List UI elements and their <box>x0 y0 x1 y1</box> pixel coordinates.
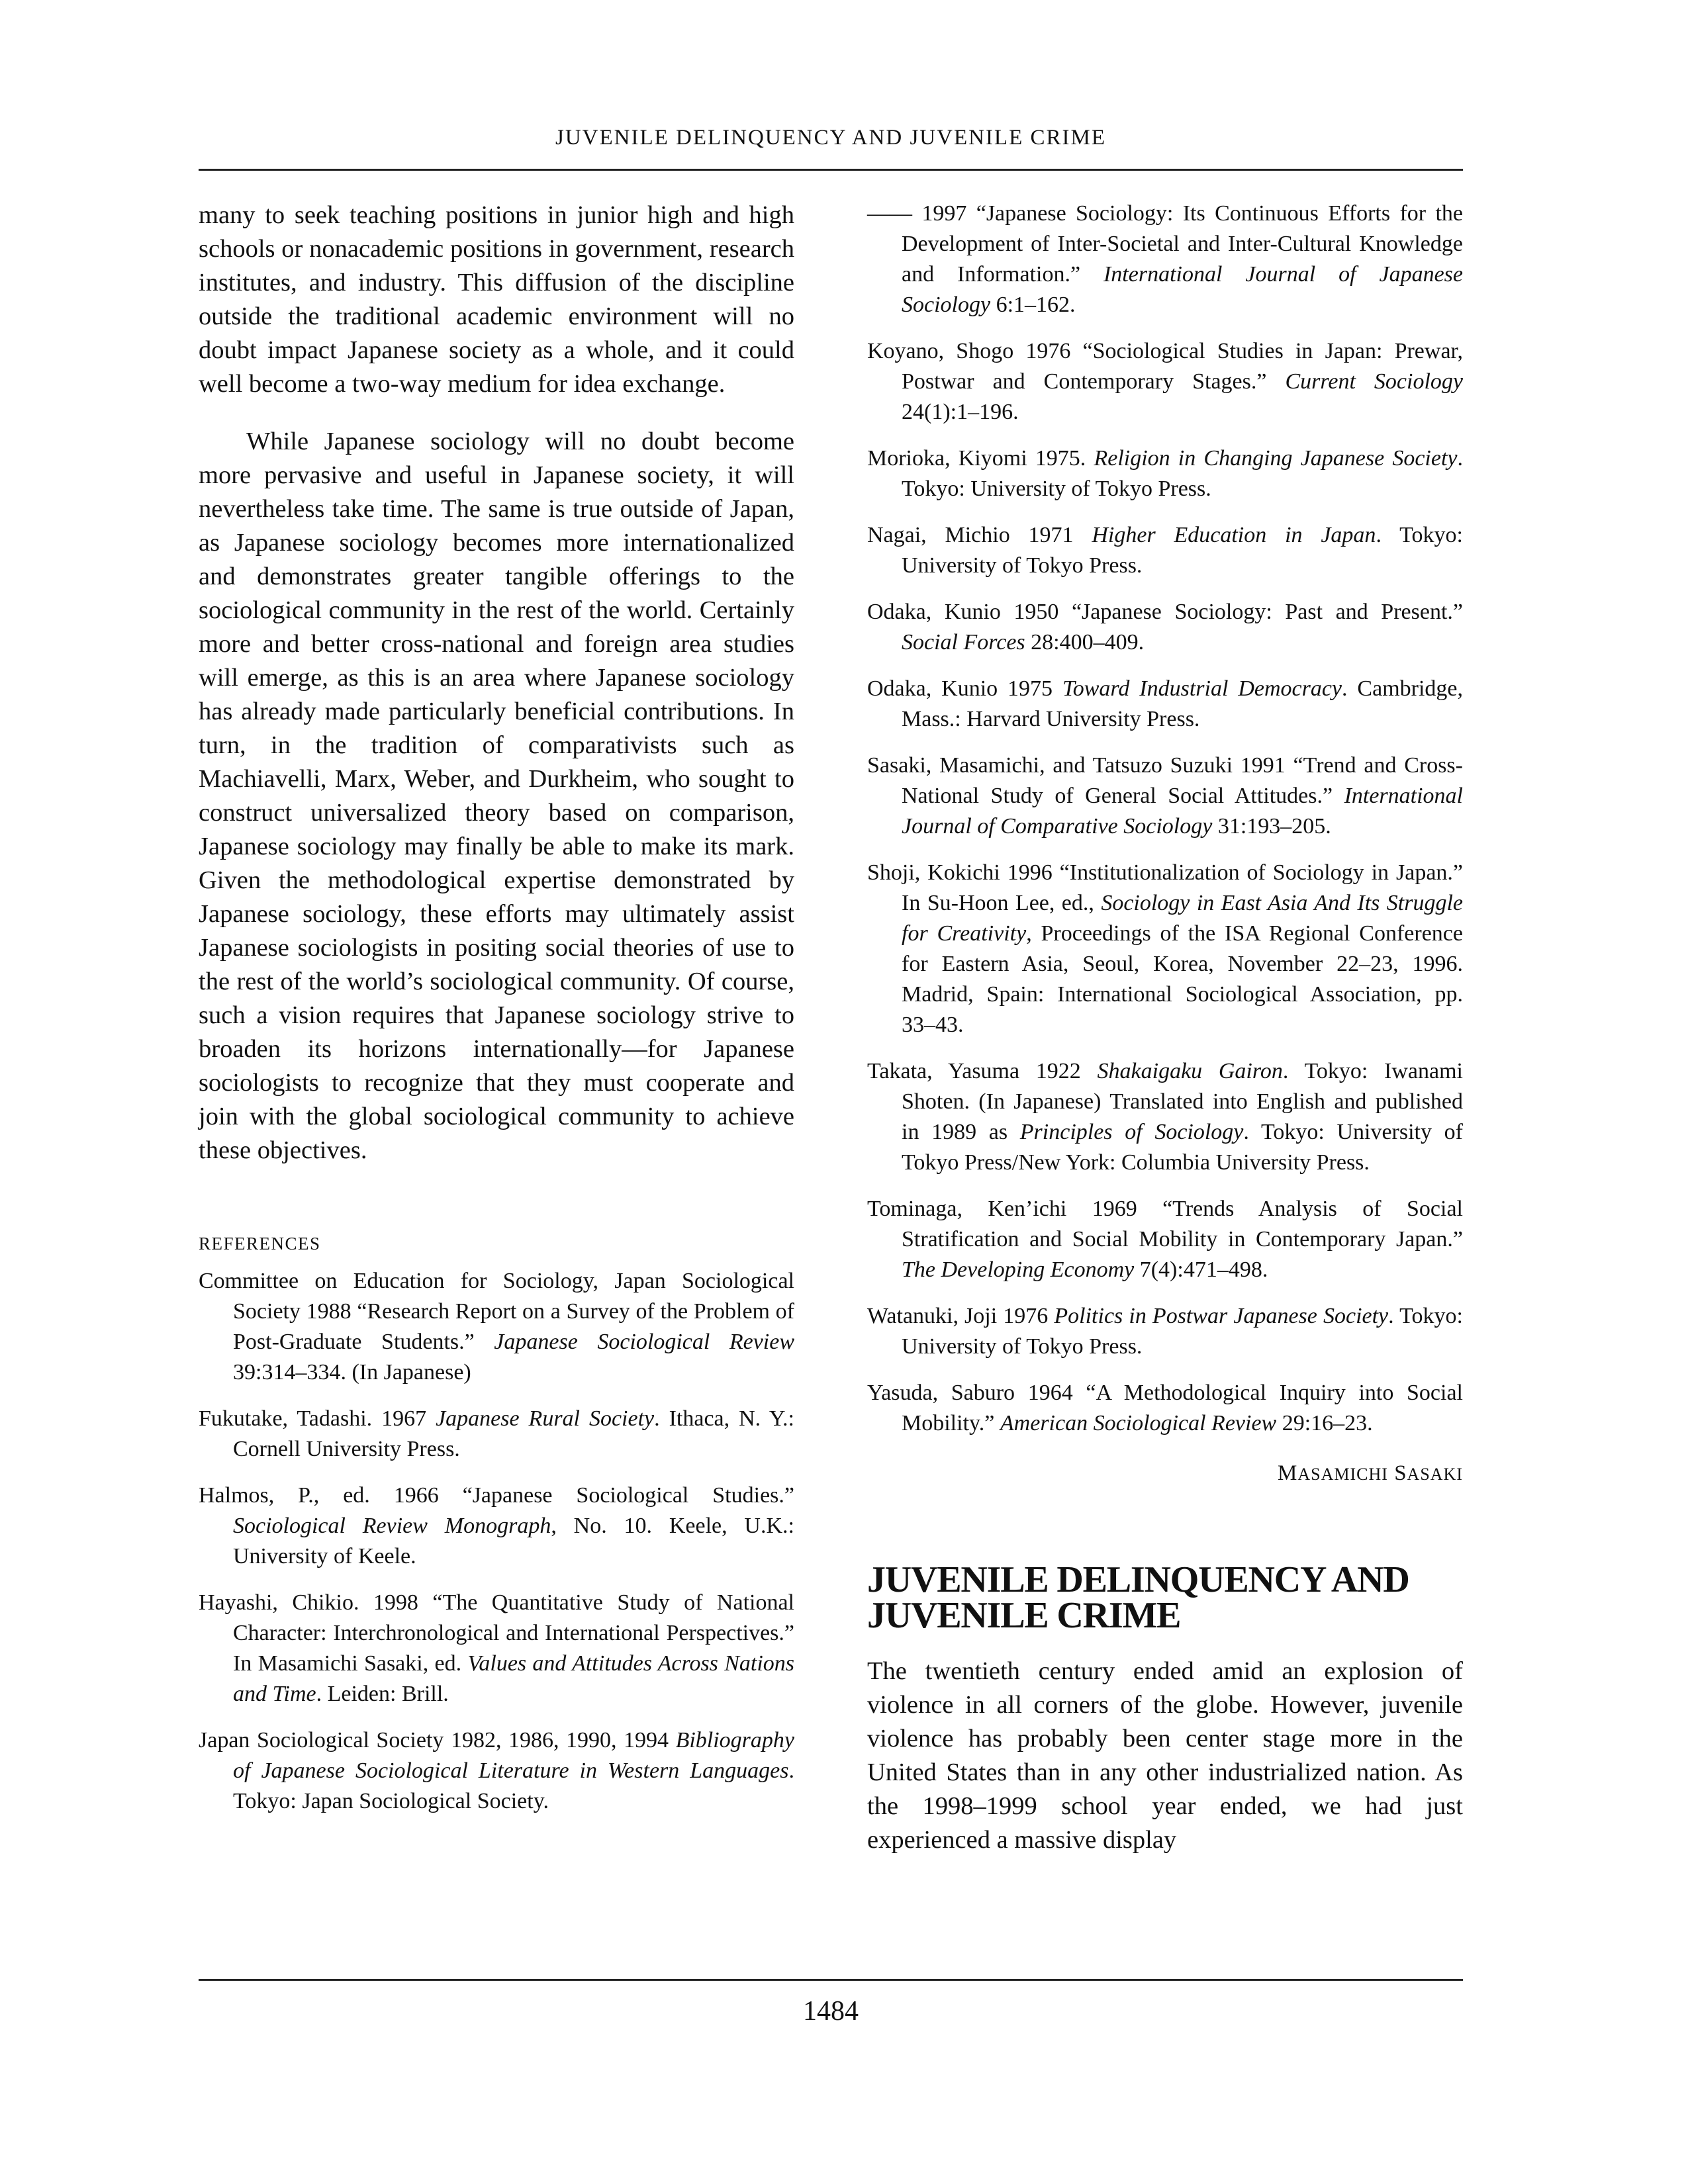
reference-entry: Watanuki, Joji 1976 Politics in Postwar Japanese Society. Tokyo: University of Tokyo Press. <box>867 1304 1463 1359</box>
reference-entry: Committee on Education for Sociology, Japan Sociological Society 1988 “Research Report on a Survey of the Problem of Post-Graduate Students.” Japanese Sociological Review 39:314–334. (In Japanese) <box>199 1269 795 1385</box>
running-head: JUVENILE DELINQUENCY AND JUVENILE CRIME <box>555 126 1107 150</box>
entry-title-line-2: JUVENILE CRIME <box>867 1595 1181 1636</box>
reference-entry: —— 1997 “Japanese Sociology: Its Continuous Efforts for the Development of Inter-Societal and Inter-Cultural Knowledge and Information.” International Journal of Japanese Sociology 6:1–162. <box>867 201 1463 317</box>
reference-entry: Shoji, Kokichi 1996 “Institutionalization of Sociology in Japan.” In Su-Hoon Lee, ed., Sociology in East Asia And Its Struggle for Creativity, Proceedings of the ISA Regional Conference for Eastern Asia, Seoul, Korea, November 22–23, 1996. Madrid, Spain: International Sociological Association, pp. 33–43. <box>867 860 1463 1037</box>
author-signature: MASAMICHI SASAKI <box>1278 1461 1463 1485</box>
reference-entry: Sasaki, Masamichi, and Tatsuzo Suzuki 1991 “Trend and Cross-National Study of General Social Attitudes.” International Journal of Comparative Sociology 31:193–205. <box>867 753 1463 839</box>
reference-entry: Halmos, P., ed. 1966 “Japanese Sociological Studies.” Sociological Review Monograph, No. 10. Keele, U.K.: University of Keele. <box>199 1483 794 1569</box>
reference-entry: Nagai, Michio 1971 Higher Education in Japan. Tokyo: University of Tokyo Press. <box>867 523 1463 578</box>
entry-title-line-1: JUVENILE DELINQUENCY AND <box>867 1559 1409 1600</box>
reference-entry: Odaka, Kunio 1950 “Japanese Sociology: Past and Present.” Social Forces 28:400–409. <box>867 600 1463 655</box>
reference-entry: Japan Sociological Society 1982, 1986, 1990, 1994 Bibliography of Japanese Sociological Literature in Western Languages. Tokyo: Japan Sociological Society. <box>199 1728 794 1813</box>
left-column <box>199 199 794 1833</box>
footer-rule <box>199 1979 1463 1981</box>
right-column <box>867 199 1463 1857</box>
reference-entry: Tominaga, Ken’ichi 1969 “Trends Analysis of Social Stratification and Social Mobility in Contemporary Japan.” The Developing Economy 7(4):471–498. <box>867 1197 1463 1282</box>
reference-entry: Hayashi, Chikio. 1998 “The Quantitative Study of National Character: Interchronological and International Perspectives.” In Masamichi Sasaki, ed. Values and Attitudes Across Nations and Time. Leiden: Brill. <box>199 1590 794 1706</box>
reference-entry: Fukutake, Tadashi. 1967 Japanese Rural Society. Ithaca, N. Y.: Cornell University Press. <box>199 1406 794 1461</box>
reference-entry: Yasuda, Saburo 1964 “A Methodological Inquiry into Social Mobility.” American Sociological Review 29:16–23. <box>867 1381 1463 1435</box>
entry-intro-paragraph: The twentieth century ended amid an explosion of violence in all corners of the globe. However, juvenile violence has probably been center stage more in the United States than in any other industrialized nation. As the 1998–1999 school year ended, we had just experienced a massive display <box>867 1657 1463 1854</box>
header-rule <box>199 169 1463 171</box>
reference-entry: Koyano, Shogo 1976 “Sociological Studies in Japan: Prewar, Postwar and Contemporary Stages.” Current Sociology 24(1):1–196. <box>867 339 1463 424</box>
references-heading: REFERENCES <box>199 1234 321 1253</box>
page-number: 1484 <box>803 1996 859 2026</box>
entry-title <box>867 1559 1463 1636</box>
reference-entry: Odaka, Kunio 1975 Toward Industrial Democracy. Cambridge, Mass.: Harvard University Press. <box>867 676 1464 731</box>
body-paragraph-1: many to seek teaching positions in junior high and high schools or nonacademic positions in government, research institutes, and industry. This diffusion of the discipline outside the traditional academic environment will no doubt impact Japanese society as a whole, and it could well become a two-way medium for idea exchange. <box>199 201 794 398</box>
body-paragraph-2: While Japanese sociology will no doubt become more pervasive and useful in Japanese society, it will nevertheless take time. The same is true outside of Japan, as Japanese sociology becomes more internationalized and demonstrates greater tangible offerings to the sociological community in the rest of the world. Certainly more and better cross-national and foreign area studies will emerge, as this is an area where Japanese sociology has already made particularly beneficial contributions. In turn, in the tradition of comparativists such as Machiavelli, Marx, Weber, and Durkheim, who sought to construct universalized theory based on comparison, Japanese sociology may finally be able to make its mark. Given the methodological expertise demonstrated by Japanese sociology, these efforts may ultimately assist Japanese sociologists in positing social theories of use to the rest of the world’s sociological community. Of course, such a vision requires that Japanese sociology strive to broaden its horizons internationally—for Japanese sociologists to recognize that they must cooperate and join with the global sociological community to achieve these objectives. <box>199 428 794 1164</box>
reference-entry: Morioka, Kiyomi 1975. Religion in Changing Japanese Society. Tokyo: University of Tokyo Press. <box>867 446 1464 501</box>
reference-entry: Takata, Yasuma 1922 Shakaigaku Gairon. Tokyo: Iwanami Shoten. (In Japanese) Translated into English and published in 1989 as Principles of Sociology. Tokyo: University of Tokyo Press/New York: Columbia University Press. <box>867 1059 1463 1175</box>
